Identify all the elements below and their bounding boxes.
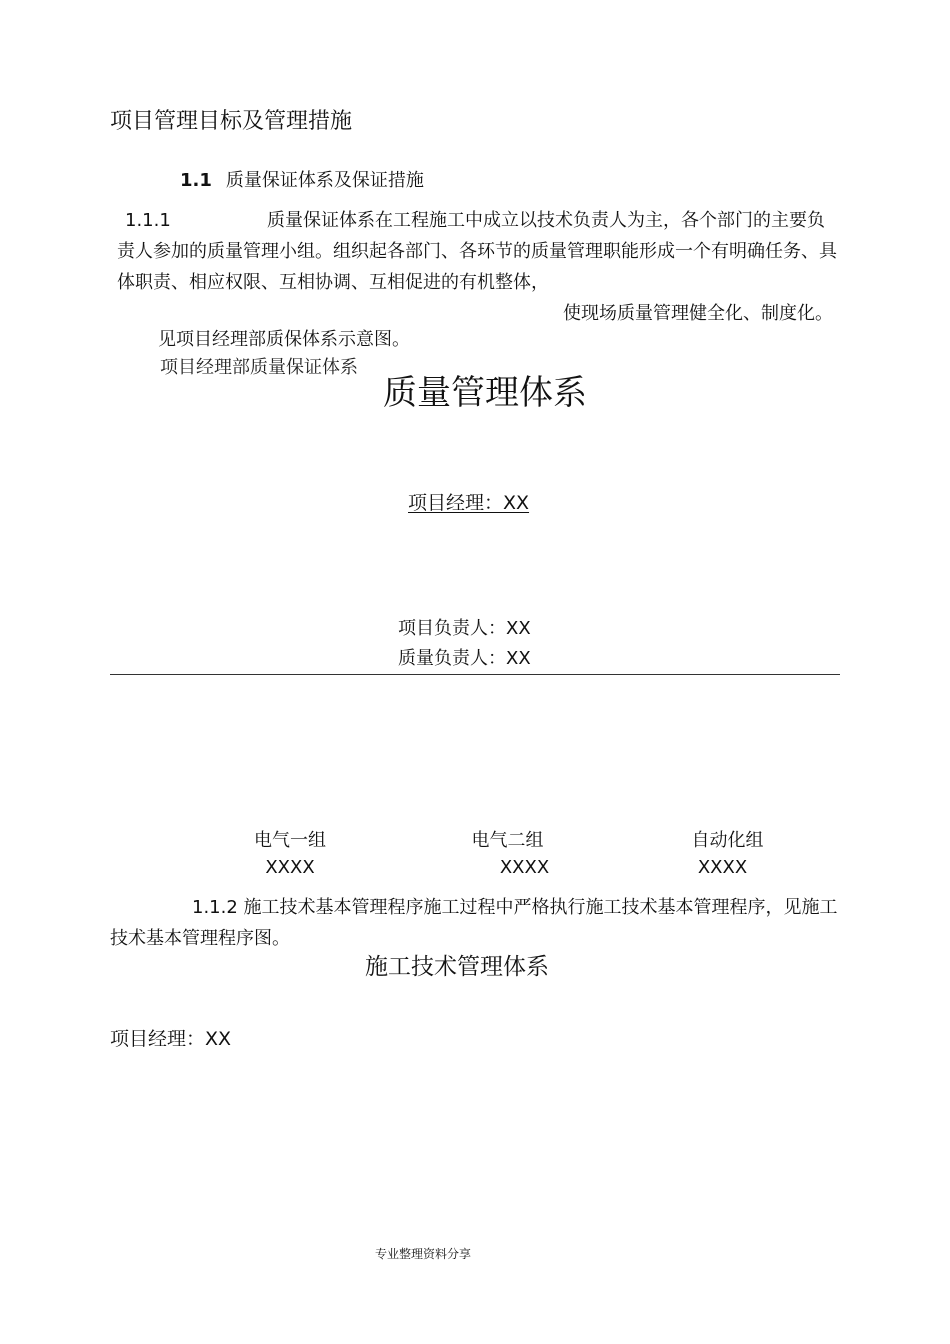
paragraph-number: 1.1.1 bbox=[125, 210, 171, 231]
section-number: 1.1 bbox=[180, 170, 212, 191]
paragraph-last-line: 使现场质量管理健全化、制度化。 bbox=[563, 303, 833, 324]
group-name-automation: 自动化组 bbox=[691, 830, 764, 851]
page-footer: 专业整理资料分享 bbox=[375, 1247, 472, 1261]
group-name-electrical-2: 电气二组 bbox=[471, 830, 544, 851]
divider-line bbox=[110, 674, 840, 675]
paragraph-text: 质量保证体系在工程施工中成立以技术负责人为主，各个部门的主要负责人参加的质量管理小组。组织起各部门、各环节的质量管理职能形成一个有明确任务、具体职责、相应权限、互相协调、互相促进的有机整体， bbox=[117, 210, 837, 293]
paragraph-tech-procedure: 1.1.2 施工技术基本管理程序施工过程中严格执行施工技术基本管理程序，见施工技术基本管理程序图。 bbox=[110, 897, 838, 949]
see-diagram-note: 见项目经理部质保体系示意图。 bbox=[158, 329, 410, 350]
group-name-electrical-1: 电气一组 bbox=[254, 830, 326, 851]
document-heading: 项目管理目标及管理措施 bbox=[110, 109, 353, 134]
quality-lead-node: 质量负责人：XX bbox=[398, 648, 531, 669]
project-lead-node: 项目负责人：XX bbox=[398, 618, 531, 639]
tech-project-manager-node: 项目经理：XX bbox=[110, 1028, 232, 1050]
group-value-electrical-1: XXXX bbox=[265, 857, 315, 878]
section-heading bbox=[180, 170, 424, 193]
section-title: 质量保证体系及保证措施 bbox=[225, 170, 424, 191]
paragraph-quality-system bbox=[117, 205, 841, 329]
quality-diagram-title: 质量管理体系 bbox=[383, 373, 587, 413]
diagram-label: 项目经理部质量保证体系 bbox=[160, 357, 358, 378]
group-value-automation: XXXX bbox=[697, 857, 748, 878]
project-manager-node: 项目经理：XX bbox=[408, 492, 530, 514]
tech-diagram-title: 施工技术管理体系 bbox=[365, 954, 549, 980]
group-value-electrical-2: XXXX bbox=[499, 857, 550, 878]
